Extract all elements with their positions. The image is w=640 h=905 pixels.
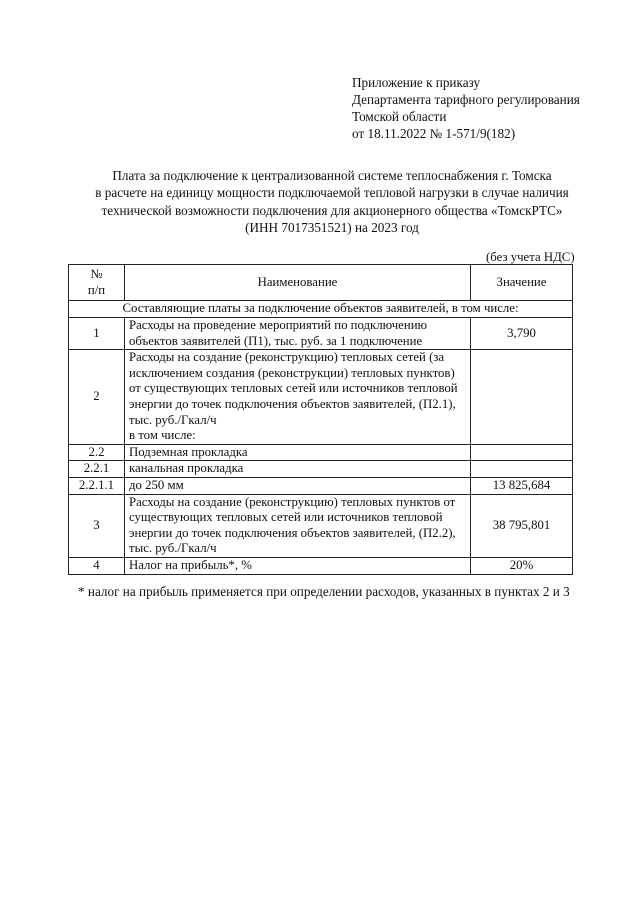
title-line: в расчете на единицу мощности подключаемой тепловой нагрузки в случае наличия xyxy=(95,185,569,201)
section-label: Составляющие платы за подключение объектов заявителей, в том числе: xyxy=(69,301,573,318)
title-line: Плата за подключение к централизованной системе теплоснабжения г. Томска xyxy=(112,168,552,183)
tariff-table xyxy=(68,264,573,575)
footnote: * налог на прибыль применяется при определении расходов, указанных в пунктах 2 и 3 xyxy=(78,584,570,599)
row-num: 2.2 xyxy=(69,444,125,461)
table-row xyxy=(69,461,573,478)
table-row xyxy=(69,444,573,461)
table-row xyxy=(69,477,573,494)
row-name: Подземная прокладка xyxy=(125,444,471,461)
table-row xyxy=(69,494,573,557)
table-row xyxy=(69,318,573,350)
appendix-line: Томской области xyxy=(352,109,447,124)
table-header-row xyxy=(69,265,573,301)
table-row xyxy=(69,557,573,574)
row-value xyxy=(471,461,573,478)
section-row xyxy=(69,301,573,318)
row-num: 3 xyxy=(69,494,125,557)
row-value xyxy=(471,350,573,445)
table-row xyxy=(69,350,573,445)
header-num: № п/п xyxy=(69,265,125,301)
row-value: 20% xyxy=(471,557,573,574)
row-name: Расходы на создание (реконструкцию) тепловых пунктов от существующих тепловых сетей или источников тепловой энергии до точек подключения объектов заявителей, (П2.2), тыс. руб./Гкал/ч xyxy=(125,494,471,557)
row-name: Расходы на проведение мероприятий по подключению объектов заявителей (П1), тыс. руб. за 1 подключение xyxy=(125,318,471,350)
header-value: Значение xyxy=(471,265,573,301)
row-name: Налог на прибыль*, % xyxy=(125,557,471,574)
header-name: Наименование xyxy=(125,265,471,301)
row-num: 2.2.1.1 xyxy=(69,477,125,494)
row-name: до 250 мм xyxy=(125,477,471,494)
appendix-header xyxy=(352,74,580,142)
row-value: 13 825,684 xyxy=(471,477,573,494)
row-num: 2 xyxy=(69,350,125,445)
vat-note: (без учета НДС) xyxy=(486,250,575,264)
row-num: 1 xyxy=(69,318,125,350)
row-value xyxy=(471,444,573,461)
appendix-line: Департамента тарифного регулирования xyxy=(352,92,580,107)
appendix-line: Приложение к приказу xyxy=(352,75,481,90)
row-num: 4 xyxy=(69,557,125,574)
appendix-order-date: от 18.11.2022 № 1-571/9(182) xyxy=(352,126,516,141)
title-line: технической возможности подключения для акционерного общества «ТомскРТС» xyxy=(101,202,563,218)
row-name: Расходы на создание (реконструкцию) тепловых сетей (за исключением создания (реконструкции) тепловых пунктов) от существующих тепловых сетей или источников тепловой энергии до точек подключения объектов заявителей, (П2.1), тыс. руб./Гкал/ч в том числе: xyxy=(125,350,471,445)
row-value: 38 795,801 xyxy=(471,494,573,557)
row-name: канальная прокладка xyxy=(125,461,471,478)
document-title xyxy=(64,167,600,236)
title-line: (ИНН 7017351521) на 2023 год xyxy=(245,219,419,235)
row-value: 3,790 xyxy=(471,318,573,350)
row-num: 2.2.1 xyxy=(69,461,125,478)
